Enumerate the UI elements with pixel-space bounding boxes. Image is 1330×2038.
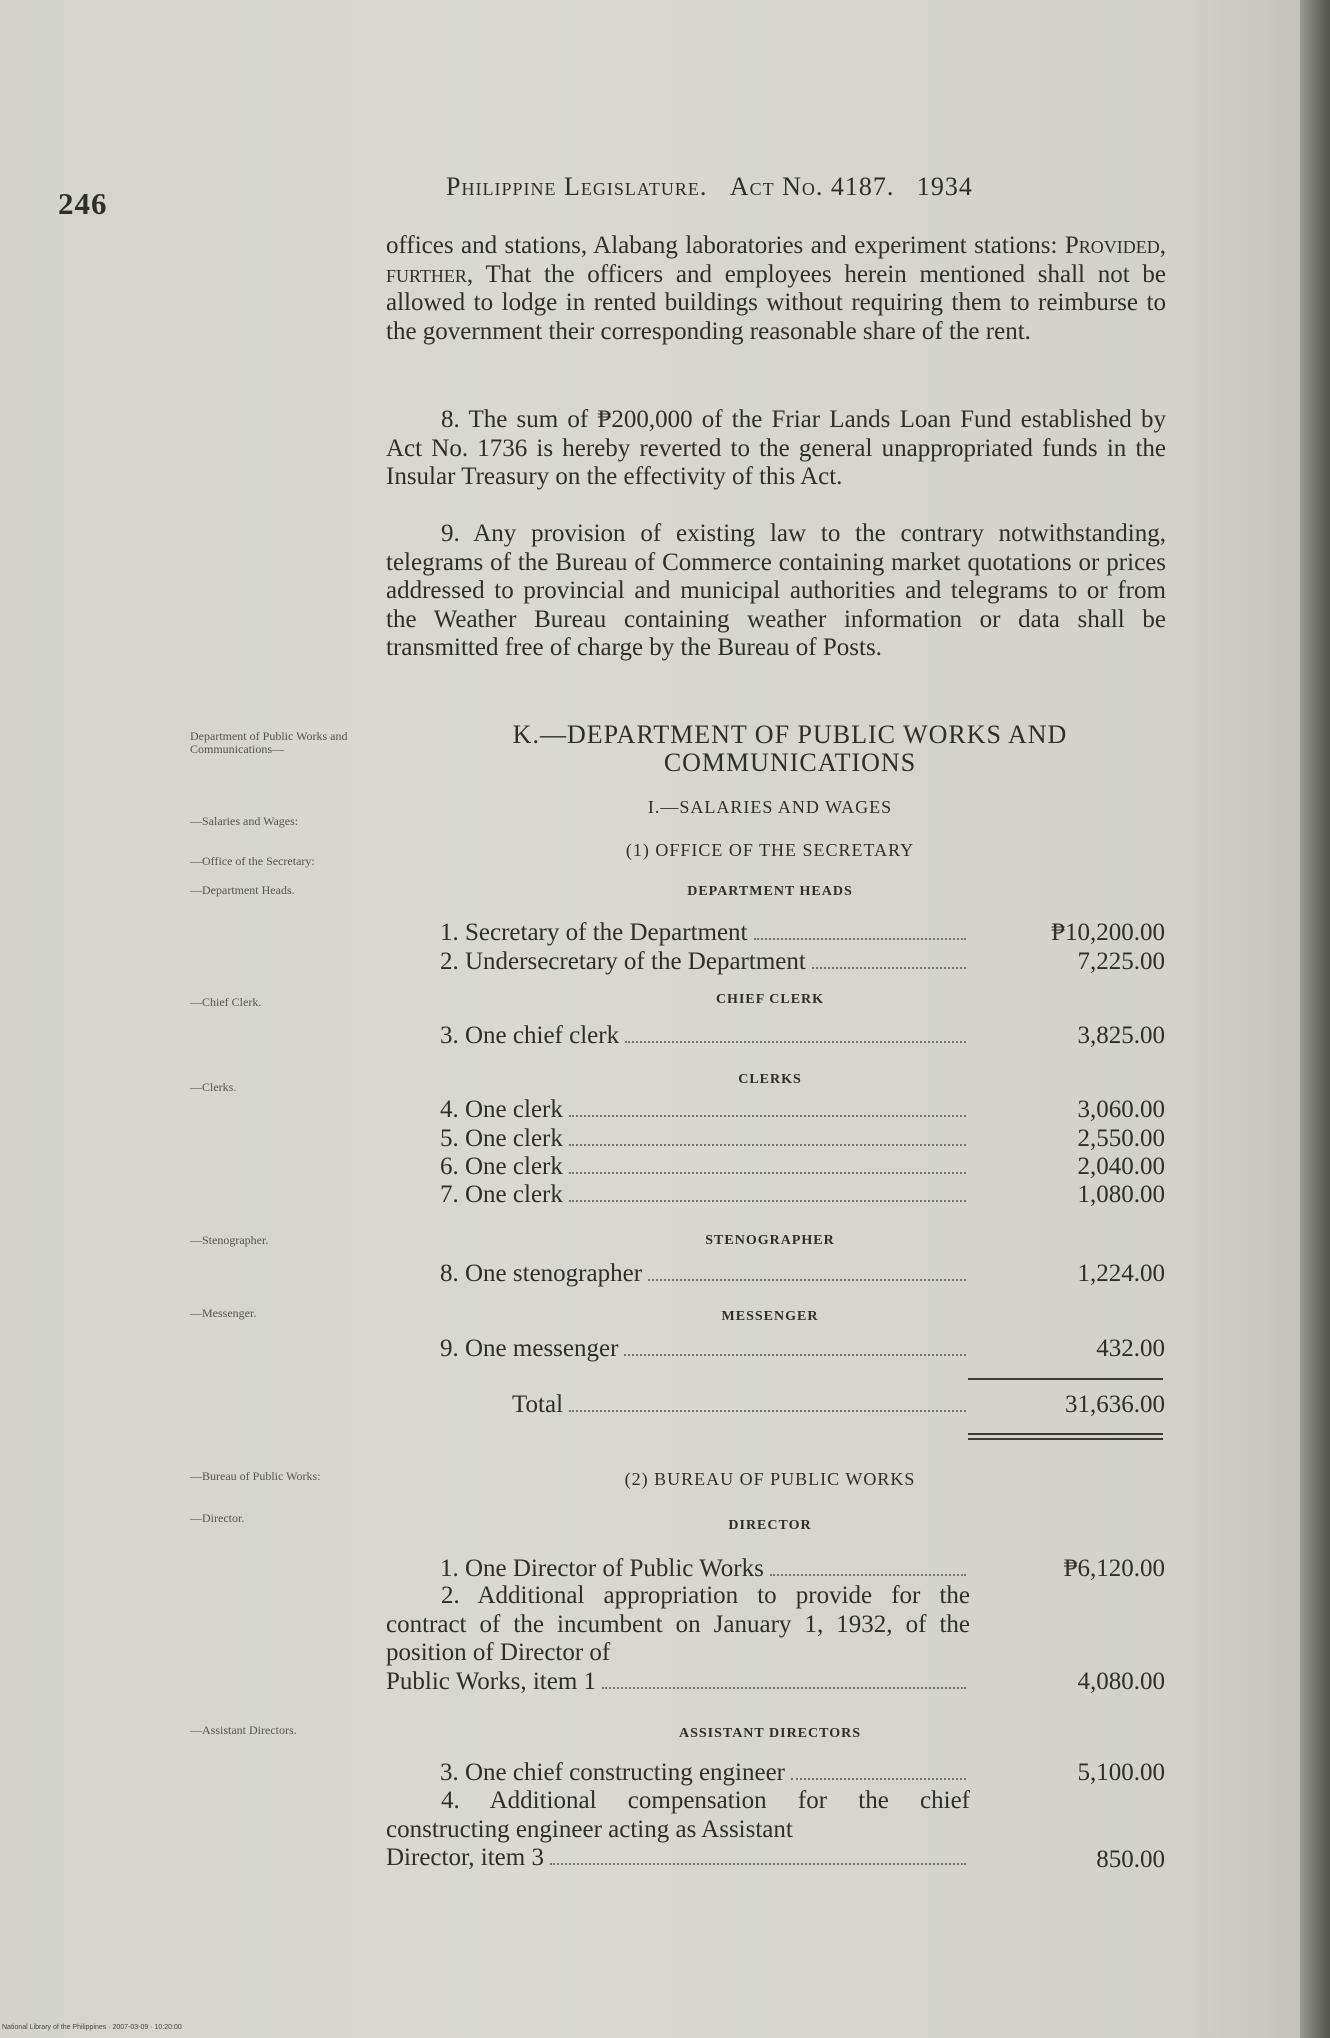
dot-leader xyxy=(754,938,966,940)
office-item-1 xyxy=(440,919,970,947)
subhead-department-heads: DEPARTMENT HEADS xyxy=(687,884,853,899)
dot-leader xyxy=(770,1574,966,1576)
item-amount: 2,550.00 xyxy=(1077,1125,1165,1152)
margin-note-assistant-directors: —Assistant Directors. xyxy=(190,1723,297,1737)
margin-note-messenger: —Messenger. xyxy=(190,1306,257,1320)
item-label: 2. Undersecretary of the Department xyxy=(440,948,806,975)
bureau-heading: (2) BUREAU OF PUBLIC WORKS xyxy=(624,1469,916,1489)
item-text: 2. Additional appropriation to provide for the contract of the incumbent on January 1, 1932, of the position of Director of xyxy=(386,1582,970,1666)
item-label: 6. One clerk xyxy=(440,1153,563,1180)
dot-leader xyxy=(648,1279,966,1281)
margin-note-department-heads: —Department Heads. xyxy=(190,883,295,897)
item-label: 8. One stenographer xyxy=(440,1260,643,1287)
item-amount: ₱10,200.00 xyxy=(1051,919,1165,946)
item-label: 3. One chief clerk xyxy=(440,1022,620,1049)
item-amount: 2,040.00 xyxy=(1077,1153,1165,1180)
dot-leader xyxy=(624,1354,966,1356)
double-rule-top xyxy=(968,1433,1163,1435)
bureau-item-4 xyxy=(386,1787,970,1873)
bureau-item-2 xyxy=(386,1582,970,1696)
item-label: 1. Secretary of the Department xyxy=(440,919,748,946)
margin-note-office: —Office of the Secretary: xyxy=(190,854,315,868)
margin-note-bureau: —Bureau of Public Works: xyxy=(190,1469,321,1483)
item-amount: 4,080.00 xyxy=(1077,1668,1165,1695)
dot-leader xyxy=(569,1144,966,1146)
office-item-6 xyxy=(440,1153,970,1181)
office-item-5 xyxy=(440,1125,970,1153)
item-amount: 850.00 xyxy=(1096,1846,1165,1873)
subhead-chief-clerk: CHIEF CLERK xyxy=(715,992,825,1007)
item-amount: 7,225.00 xyxy=(1077,948,1165,975)
total-rule xyxy=(968,1378,1163,1380)
margin-note-director: —Director. xyxy=(190,1511,245,1525)
margin-note-stenographer: —Stenographer. xyxy=(190,1233,269,1247)
dot-leader xyxy=(569,1115,966,1117)
item-text: 4. Additional compensation for the chief constructing engineer acting as Assistant xyxy=(386,1787,970,1843)
paragraph-8: 8. The sum of ₱200,000 of the Friar Lands Loan Fund established by Act No. 1736 is hereby reverted to the general unappropriated funds in the Insular Treasury on the effectivity of this Act. xyxy=(386,406,1166,490)
office-item-2 xyxy=(440,948,970,976)
double-rule-bottom xyxy=(968,1438,1163,1440)
office-item-8 xyxy=(440,1260,970,1288)
item-amount: 432.00 xyxy=(1096,1335,1165,1362)
total-line xyxy=(512,1391,970,1419)
section-subtitle: I.—SALARIES AND WAGES xyxy=(647,797,893,817)
para1-provided: Provided, further, xyxy=(386,232,1166,288)
item-amount: ₱6,120.00 xyxy=(1063,1555,1165,1582)
item-label: 9. One messenger xyxy=(440,1335,619,1362)
item-last-line xyxy=(386,1844,970,1873)
item-last-text: Public Works, item 1 xyxy=(386,1667,597,1695)
dot-leader xyxy=(550,1863,966,1865)
dot-leader xyxy=(812,967,966,969)
running-head-title: Philippine Legislature. xyxy=(446,172,708,201)
page-number: 246 xyxy=(58,186,108,221)
paragraph-9: 9. Any provision of existing law to the contrary notwithstanding, telegrams of the Bureau of Commerce containing market quotations or prices addressed to provincial and municipal authorities and telegrams to or from the Weather Bureau containing weather information or data shall be transmitted free of charge by the Bureau of Posts. xyxy=(386,520,1166,661)
office-item-3 xyxy=(440,1022,970,1050)
para1-rest: That the officers and employees herein mentioned shall not be allowed to lodge in rented buildings without requiring them to reimburse to the government their corresponding reasonable share of the rent. xyxy=(386,260,1166,345)
item-amount: 1,224.00 xyxy=(1077,1260,1165,1287)
item-amount: 1,080.00 xyxy=(1077,1181,1165,1208)
subhead-messenger: MESSENGER xyxy=(721,1309,819,1324)
section-title-line2: COMMUNICATIONS xyxy=(663,748,917,777)
item-label: 4. One clerk xyxy=(440,1096,563,1123)
margin-note-clerks: —Clerks. xyxy=(190,1080,237,1094)
scan-footer: National Library of the Philippines · 2007-03-09 · 10:20:00 xyxy=(2,2024,182,2031)
item-last-text: Director, item 3 xyxy=(386,1844,544,1871)
item-amount: 3,060.00 xyxy=(1077,1096,1165,1123)
dot-leader xyxy=(602,1687,966,1689)
total-amount: 31,636.00 xyxy=(1065,1391,1165,1418)
margin-note-chief-clerk: —Chief Clerk. xyxy=(190,995,262,1009)
margin-note-department: Department of Public Works and Communications— xyxy=(190,729,348,756)
running-head-act: Act No. 4187. xyxy=(729,172,895,201)
item-label: 1. One Director of Public Works xyxy=(440,1555,764,1582)
dot-leader xyxy=(569,1200,966,1202)
total-label: Total xyxy=(512,1391,564,1418)
item-label: 5. One clerk xyxy=(440,1125,563,1152)
book-edge-shadow xyxy=(1300,0,1330,2038)
dot-leader xyxy=(569,1172,966,1174)
running-head-year: 1934 xyxy=(916,172,973,201)
item-amount: 3,825.00 xyxy=(1077,1022,1165,1049)
subhead-assistant-directors: ASSISTANT DIRECTORS xyxy=(678,1726,861,1741)
office-item-9 xyxy=(440,1335,970,1363)
subhead-clerks: CLERKS xyxy=(738,1072,802,1087)
item-amount: 5,100.00 xyxy=(1077,1759,1165,1786)
dot-leader xyxy=(791,1778,966,1780)
margin-note-salaries: —Salaries and Wages: xyxy=(190,814,299,828)
dot-leader xyxy=(625,1041,966,1043)
subhead-stenographer: STENOGRAPHER xyxy=(705,1233,835,1248)
office-item-7 xyxy=(440,1181,970,1209)
office-item-4 xyxy=(440,1096,970,1124)
section-title-line1: K.—DEPARTMENT OF PUBLIC WORKS AND xyxy=(512,720,1068,749)
paragraph-continuation xyxy=(386,232,1166,346)
bureau-item-1 xyxy=(440,1555,970,1583)
subhead-director: DIRECTOR xyxy=(728,1518,812,1533)
para1-start: offices and stations, Alabang laboratories and experiment stations: xyxy=(386,232,1065,259)
item-label: 3. One chief constructing engineer xyxy=(440,1759,786,1786)
dot-leader xyxy=(569,1410,966,1412)
running-head xyxy=(446,172,973,202)
item-last-line xyxy=(386,1668,970,1697)
item-label: 7. One clerk xyxy=(440,1181,563,1208)
office-heading: (1) OFFICE OF THE SECRETARY xyxy=(625,840,915,860)
bureau-item-3 xyxy=(440,1759,970,1787)
